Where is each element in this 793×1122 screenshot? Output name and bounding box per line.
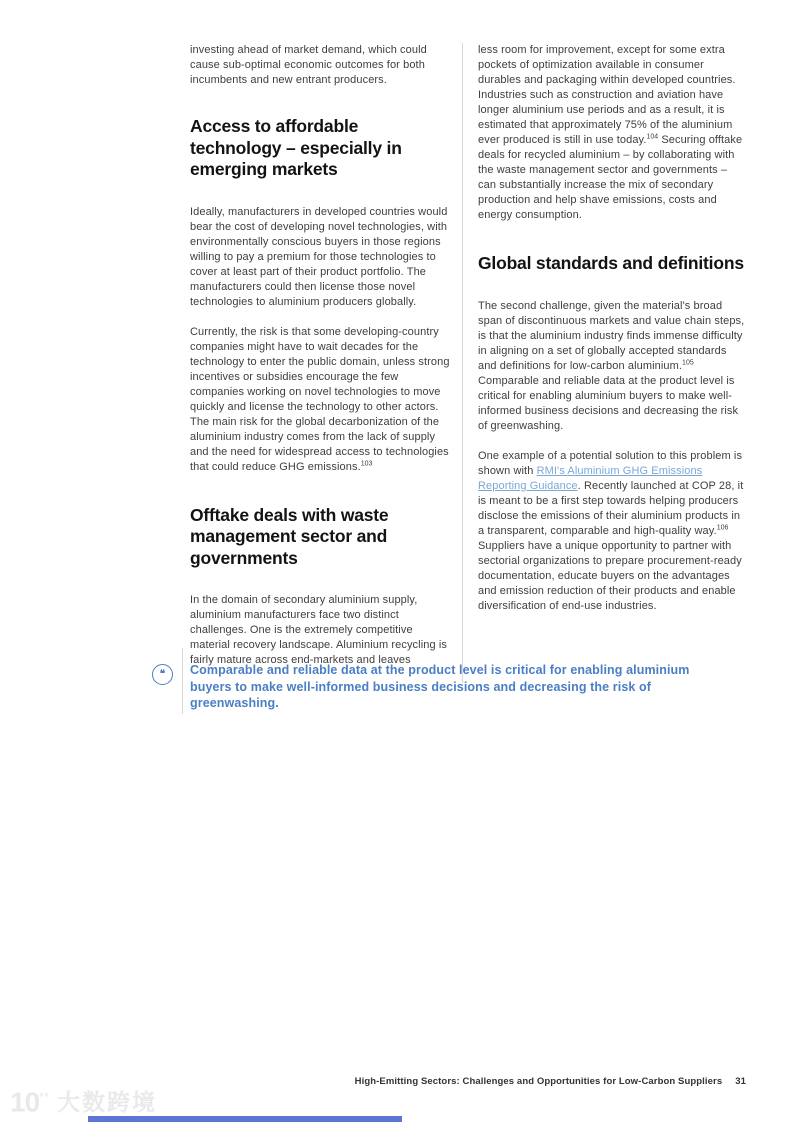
left-column bbox=[190, 43, 462, 683]
section-heading-access-technology: Access to affordable technology – especially in emerging markets bbox=[190, 116, 402, 179]
paragraph-text: Suppliers have a unique opportunity to partner with sectorial organizations to prepare procurement-ready documentation, educate buyers on the advantages and emission reduction of their products and enable diversification of end-use industries. bbox=[478, 539, 742, 612]
footer-report-title: High-Emitting Sectors: Challenges and Opportunities for Low-Carbon Suppliers bbox=[354, 1076, 723, 1087]
paragraph-text: Comparable and reliable data at the product level is critical for enabling aluminium buyers to make well-informed business decisions and decreasing the risk of greenwashing. bbox=[478, 374, 739, 432]
body-paragraph: In the domain of secondary aluminium supply, aluminium manufacturers face two distinct challenges. One is the extremely competitive material recovery landscape. Aluminium recycling is fairly mature across end-markets and leaves bbox=[190, 594, 447, 666]
paragraph-text: less room for improvement, except for some extra pockets of optimization available in consumer durables and packaging within developed countries. Industries such as construction and aviation have longer aluminium use periods and as a result, it is estimated that approximately 75% of the aluminium ever produced is still in use today. bbox=[478, 44, 736, 146]
footnote-superscript: 106 bbox=[716, 523, 729, 531]
body-paragraph bbox=[478, 449, 747, 614]
watermark-logo bbox=[10, 1085, 50, 1118]
body-paragraph bbox=[478, 43, 747, 223]
footnote-superscript: 103 bbox=[360, 459, 373, 467]
paragraph-text: Currently, the risk is that some developing-country companies might have to wait decades for the technology to enter the public domain, unless strong incentives or subsidies encourage the few companies working on novel technologies to move quickly and license the technology to other actors. The main risk for the global decarbonization of the aluminium industry comes from the lack of supply and the need for widespread access to technologies that could reduce GHG emissions. bbox=[190, 325, 450, 473]
bottom-bar bbox=[88, 1116, 402, 1122]
quote-divider-line bbox=[182, 648, 183, 714]
watermark bbox=[10, 1085, 157, 1118]
body-paragraph: Ideally, manufacturers in developed countries would bear the cost of developing novel technologies, with environmentally conscious buyers in those regions willing to pay a premium for those technologies to cover at least part of their product portfolio. The manufacturers could then license those novel technologies to aluminium producers globally. bbox=[190, 205, 448, 308]
paragraph-text: . Recently launched at COP 28, it is meant to be a first step towards helping producers disclose the emissions of their aluminium products in a transparent, comparable and high-quality way. bbox=[478, 479, 744, 537]
pull-quote bbox=[152, 660, 732, 712]
paragraph-text: Securing offtake deals for recycled aluminium – by collaborating with the waste management sector and governments – can substantially increase the mix of secondary production and help shave emissions, costs and energy consumption. bbox=[478, 134, 743, 221]
paragraph-text: One example of a potential solution to this problem is shown with bbox=[478, 449, 743, 477]
quote-icon: ❝ bbox=[152, 664, 173, 685]
right-column bbox=[463, 43, 747, 683]
watermark-logo-dots: °° bbox=[39, 1092, 50, 1104]
watermark-brand-text: 大数跨境 bbox=[56, 1089, 157, 1116]
watermark-logo-number: 10 bbox=[10, 1086, 40, 1118]
footnote-superscript: 104 bbox=[646, 133, 659, 141]
rmi-guidance-link[interactable]: RMI's Aluminium GHG Emissions Reporting Guidance bbox=[478, 464, 703, 492]
body-paragraph bbox=[478, 299, 747, 434]
footnote-superscript: 105 bbox=[682, 358, 694, 366]
paragraph-text: The second challenge, given the material's broad span of discontinuous markets and value chain steps, is that the aluminium industry finds immense difficulty in aligning on a set of globally accepted standards and definitions for low-carbon aluminium. bbox=[478, 299, 745, 372]
body-paragraph: investing ahead of market demand, which could cause sub-optimal economic outcomes for both incumbents and new entrant producers. bbox=[190, 44, 427, 86]
pull-quote-text: Comparable and reliable data at the product level is critical for enabling aluminium buyers to make well-informed business decisions and decreasing the risk of greenwashing. bbox=[190, 663, 690, 710]
two-column-layout bbox=[190, 43, 747, 683]
section-heading-offtake-deals: Offtake deals with waste management sector and governments bbox=[190, 504, 389, 568]
body-paragraph bbox=[190, 325, 454, 475]
page-footer bbox=[355, 1076, 746, 1087]
section-heading-global-standards: Global standards and definitions bbox=[478, 253, 744, 273]
footer-page-number: 31 bbox=[735, 1076, 746, 1087]
